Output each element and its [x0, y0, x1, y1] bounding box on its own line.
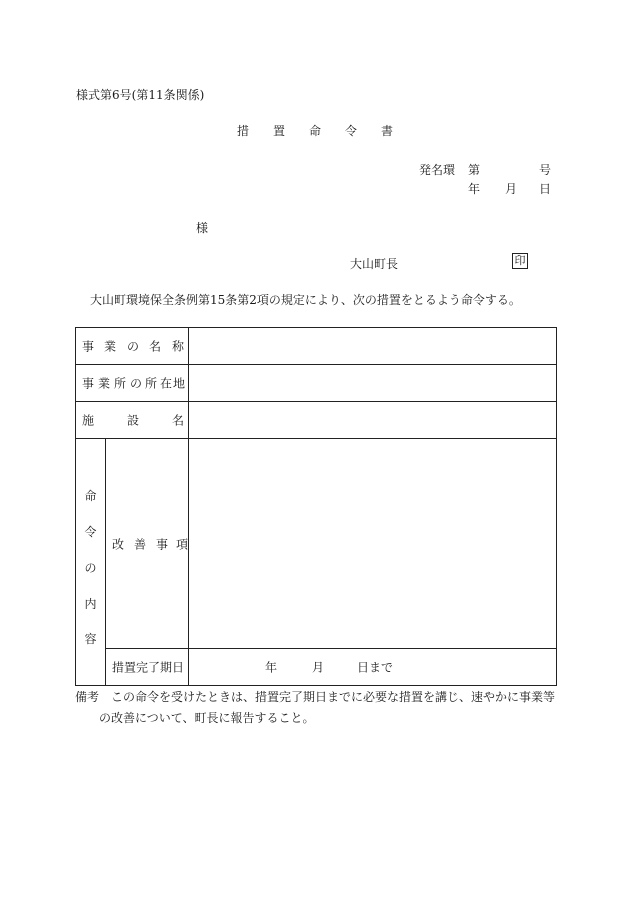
order-content-label: 命 令 の 内 容: [76, 439, 106, 686]
seal-mark: 印: [512, 253, 528, 269]
deadline-label: 措置完了期日: [106, 649, 189, 686]
improvement-value[interactable]: [189, 439, 557, 649]
addressee-suffix: 様: [196, 221, 209, 235]
order-table: [75, 327, 557, 686]
improvement-label: 改 善 事 項: [106, 439, 189, 649]
facility-name-label: 施 設 名: [76, 402, 189, 439]
business-name-value[interactable]: [189, 328, 557, 365]
office-address-label: 事 業 所 の 所 在 地: [76, 365, 189, 402]
title-char: 措: [237, 124, 250, 138]
title-char: 令: [345, 124, 358, 138]
office-address-value[interactable]: [189, 365, 557, 402]
remark-label: 備考: [75, 690, 100, 704]
facility-name-value[interactable]: [189, 402, 557, 439]
deadline-year: 年: [265, 660, 278, 675]
issue-prefix: 発名環: [419, 163, 456, 177]
table-row: [76, 649, 557, 686]
table-row: [76, 439, 557, 649]
deadline-value[interactable]: [189, 649, 557, 686]
issue-dai: 第: [468, 163, 481, 177]
issue-gou: 号: [539, 163, 552, 177]
issue-day: 日: [539, 182, 552, 196]
remark-line1: この命令を受けたときは、措置完了期日までに必要な措置を講じ、速やかに事業等: [111, 690, 556, 704]
title-char: 置: [273, 124, 286, 138]
title-char: 書: [381, 124, 394, 138]
issue-month: 月: [505, 182, 518, 196]
form-number: 様式第6号(第11条関係): [76, 88, 205, 102]
remark: [75, 688, 555, 705]
table-row: [76, 365, 557, 402]
table-row: [76, 328, 557, 365]
body-text: 大山町環境保全条例第15条第2項の規定により、次の措置をとるよう命令する。: [90, 293, 521, 307]
table-row: [76, 402, 557, 439]
issuer-name: 大山町長: [350, 257, 399, 271]
business-name-label: 事 業 の 名 称: [76, 328, 189, 365]
title-char: 命: [309, 124, 322, 138]
deadline-month: 月: [312, 660, 325, 675]
deadline-day: 日まで: [357, 660, 394, 675]
remark-line2: の改善について、町長に報告すること。: [99, 711, 315, 725]
issue-year: 年: [468, 182, 481, 196]
